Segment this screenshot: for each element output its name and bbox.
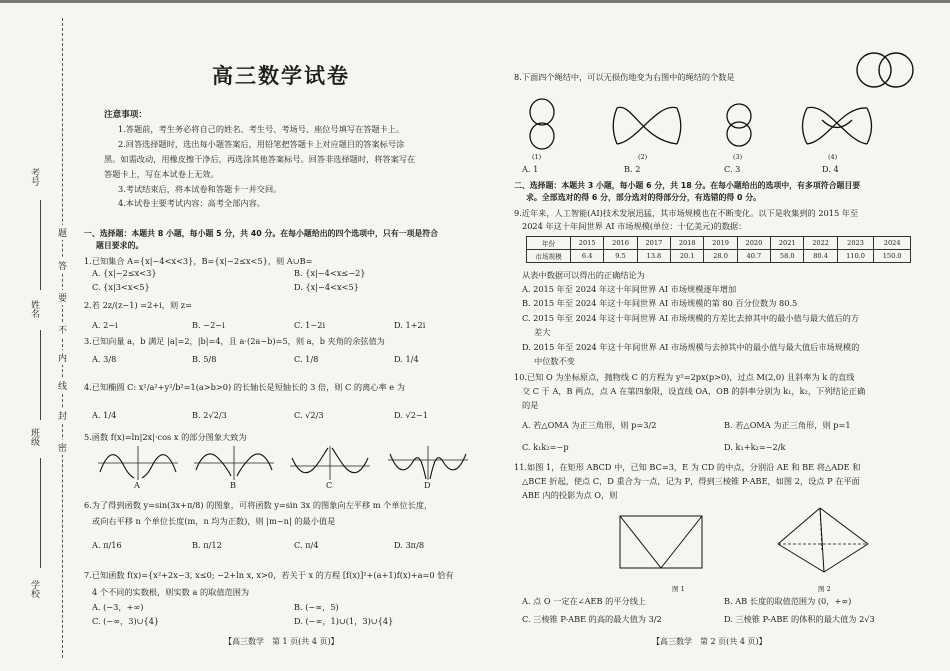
option-cont: 差大 [534, 327, 551, 337]
page-footer: 【高三数学 第 2 页(共 4 页)】 [652, 637, 767, 646]
notice-line: 3.考试结束后，将本试卷和答题卡一并交回。 [118, 184, 282, 194]
option: A. {x|−2≤x<3} [92, 268, 157, 278]
question-7-cont: 4 个不同的实数根，则实数 a 的取值范围为 [92, 587, 250, 597]
option: D. k₁+k₂=−2/k [724, 442, 786, 452]
ai-market-table [526, 236, 911, 263]
table-cell: 80.4 [804, 250, 837, 263]
option: C. π/4 [294, 540, 319, 550]
table-cell: 2024 [874, 237, 911, 250]
option: A. 点 O 一定在∠AEB 的平分线上 [522, 596, 647, 606]
graph-d [388, 446, 468, 480]
page-1 [82, 0, 507, 671]
seal-char: 答 [58, 258, 67, 273]
notice-line: 答题卡上，写在本试卷上无效。 [104, 169, 219, 179]
knot-1-figure [522, 96, 562, 152]
table-header-row [527, 237, 911, 250]
notice-line: 4.本试卷主要考试内容：高考全部内容。 [118, 198, 265, 208]
option: A. (−3，+∞) [92, 602, 144, 612]
knot-label: (3) [733, 153, 743, 161]
option: D. √2−1 [394, 410, 428, 420]
table-cell: 2015 [571, 237, 604, 250]
notice-heading: 注意事项： [104, 110, 147, 120]
page-footer: 【高三数学 第 1 页(共 4 页)】 [224, 637, 339, 646]
table-cell: 2018 [671, 237, 704, 250]
option: D. 1/4 [394, 354, 419, 364]
question-4: 4.已知椭圆 C: x²/a²+y²/b²=1(a>b>0) 的长轴长是短轴长的 3 倍，则 C 的离心率 e 为 [84, 382, 405, 392]
graph-a [98, 446, 178, 480]
margin-banji-label: 班级 [29, 428, 39, 446]
option: A. 若△OMA 为正三角形，则 p=3/2 [522, 420, 657, 430]
table-cell: 6.4 [571, 250, 604, 263]
graph-label: B [230, 480, 237, 490]
option: D. 3π/8 [394, 540, 425, 550]
option: A. 1/4 [92, 410, 117, 420]
kaohao-blank [40, 200, 41, 290]
figure-caption: 图 1 [672, 585, 685, 593]
option: C. 1/8 [294, 354, 319, 364]
knot-label: (4) [828, 153, 838, 161]
question-7: 7.已知函数 f(x)={x²+2x−3, x≤0; −2+ln x, x>0，若关于 x 的方程 [f(x)]²+(a+1)f(x)+a=0 恰有 [84, 570, 454, 580]
table-cell: 13.8 [637, 250, 670, 263]
exam-title: 高三数学试卷 [212, 64, 350, 88]
option: C. k₁k₂=−p [522, 442, 569, 452]
table-cell: 2019 [704, 237, 737, 250]
option: D. 三棱锥 P-ABE 的体积的最大值为 2√3 [724, 614, 875, 624]
option: B. AB 长度的取值范围为 (0，+∞) [724, 596, 852, 606]
question-10-cont: 交 C 于 A，B 两点，点 A 在第四象限，设直线 OA，OB 的斜率分别为 k₁，k₂，下列结论正确 [522, 386, 866, 396]
knot-4-figure [802, 100, 872, 150]
table-cell: 58.0 [771, 250, 804, 263]
option: D. {x|−4<x<5} [294, 282, 359, 292]
option: C. 3 [724, 164, 741, 174]
question-11-cont: ABE 内的投影为点 O，则 [522, 490, 618, 500]
option: A. 2−i [92, 320, 118, 330]
knot-3-figure [717, 98, 761, 154]
option: C. (−∞，3)∪{4} [92, 616, 160, 626]
option: C. √2/3 [294, 410, 324, 420]
table-row [527, 250, 911, 263]
graph-b [194, 446, 274, 480]
table-cell: 2022 [804, 237, 837, 250]
knot-label: (1) [532, 153, 542, 161]
graph-label: D [424, 480, 431, 490]
question-1: 1.已知集合 A={x|−4<x<3}，B={x|−2≤x<5}，则 A∪B= [84, 256, 313, 266]
target-knot-figure [852, 50, 922, 90]
margin-xingming-label: 姓名 [29, 300, 39, 318]
question-9-cont: 2024 年这十年间世界 AI 市场规模(单位：十亿美元)的数据： [522, 221, 747, 231]
table-cell: 110.0 [837, 250, 874, 263]
table-cell: 年份 [527, 237, 571, 250]
table-cell: 2021 [771, 237, 804, 250]
page-2 [512, 0, 932, 671]
table-cell: 150.0 [874, 250, 911, 263]
option: B. 若△OMA 为正三角形，则 p=1 [724, 420, 851, 430]
table-cell: 9.5 [604, 250, 637, 263]
seal-char: 不 [58, 322, 67, 337]
option: C. 2015 年至 2024 年这十年间世界 AI 市场规模的方差比去掉其中的最小值与最大值后的方 [522, 313, 860, 323]
question-11-cont: △BCE 折起，使点 C，D 重合为一点，记为 P，得到三棱锥 P-ABE，如图 2，设点 P 在平面 [522, 476, 860, 486]
table-cell: 40.7 [737, 250, 770, 263]
option: B. (−∞，5) [294, 602, 339, 612]
graph-c [290, 446, 370, 480]
table-cell: 2017 [637, 237, 670, 250]
option: D. 4 [822, 164, 839, 174]
question-6-cont: 或向右平移 n 个单位长度(m，n 均为正数)，则 |m−n| 的最小值是 [92, 516, 336, 526]
notice-line: 2.回答选择题时，选出每小题答案后，用铅笔把答题卡上对应题目的答案标号涂 [118, 139, 405, 149]
option: A. 1 [522, 164, 539, 174]
figure-caption: 图 2 [818, 585, 831, 593]
option: C. 三棱锥 P-ABE 的高的最大值为 3/2 [522, 614, 662, 624]
option: D. 2015 年至 2024 年这十年间世界 AI 市场规模与去掉其中的最小值与最大值后市场规模的 [522, 342, 860, 352]
question-11: 11.如图 1，在矩形 ABCD 中，已知 BC=3，E 为 CD 的中点，分别沿 AE 和 BE 将△ADE 和 [514, 462, 861, 472]
figure-1-rectangle [612, 512, 712, 582]
option: B. 2015 年至 2024 年这十年间世界 AI 市场规模的第 80 百分位数为 80.5 [522, 298, 798, 308]
margin-xuexiao-label: 学校 [29, 580, 39, 598]
question-9: 9.近年来，人工智能(AI)技术发展迅猛，其市场规模也在不断变化。以下是收集到的 2015 年至 [514, 208, 859, 218]
option: B. −2−i [192, 320, 225, 330]
table-cell: 2020 [737, 237, 770, 250]
notice-line: 1.答题前，考生务必将自己的姓名、考生号、考场号、座位号填写在答题卡上。 [118, 124, 405, 134]
question-8: 8.下面四个绳结中，可以无损伤地变为右图中的绳结的个数是 [514, 72, 735, 82]
table-cell: 2023 [837, 237, 874, 250]
seal-dashed-line [62, 18, 63, 658]
binding-margin [0, 0, 72, 671]
option: D. (−∞，1)∪(1，3)∪{4} [294, 616, 394, 626]
question-6: 6.为了得到函数 y=sin(3x+π/8) 的图象，可将函数 y=sin 3x 的图象向左平移 m 个单位长度， [84, 500, 433, 510]
option: C. 1−2i [294, 320, 326, 330]
option: A. π/16 [92, 540, 122, 550]
option: B. {x|−4<x≤−2} [294, 268, 366, 278]
seal-char: 题 [58, 225, 67, 240]
option: A. 2015 年至 2024 年这十年间世界 AI 市场规模逐年增加 [522, 284, 737, 294]
question-10: 10.已知 O 为坐标原点，抛物线 C 的方程为 y²=2px(p>0)，过点 M(2,0) 且斜率为 k 的直线 [514, 372, 855, 382]
xingming-blank [40, 330, 41, 420]
section-1-heading: 题目要求的。 [96, 241, 144, 250]
option: B. 2√2/3 [192, 410, 227, 420]
option: B. π/12 [192, 540, 222, 550]
table-cell: 2016 [604, 237, 637, 250]
question-3: 3.已知向量 a，b 满足 |a|=2，|b|=4，且 a·(2a−b)=5，则 a，b 夹角的余弦值为 [84, 336, 385, 346]
question-9-stem: 从表中数据可以得出的正确结论为 [522, 270, 645, 280]
figure-2-tetrahedron [770, 504, 880, 584]
table-cell: 20.1 [671, 250, 704, 263]
seal-char: 封 [58, 408, 67, 423]
seal-char: 线 [58, 378, 67, 393]
option: A. 3/8 [92, 354, 117, 364]
banji-blank [40, 458, 41, 568]
table-cell: 28.0 [704, 250, 737, 263]
margin-kaohao-label: 考号 [29, 168, 39, 186]
section-2-heading: 求。全部选对的得 6 分，部分选对的得部分分，有选错的得 0 分。 [526, 193, 762, 202]
graph-label: A [134, 480, 140, 490]
question-5: 5.函数 f(x)=ln|2x|·cos x 的部分图象大致为 [84, 432, 247, 442]
option-cont: 中位数不变 [534, 356, 575, 366]
section-1-heading: 一、选择题：本题共 8 小题，每小题 5 分，共 40 分。在每小题给出的四个选项中，只有一项是符合 [84, 229, 439, 238]
graph-label: C [326, 480, 333, 490]
knot-2-figure [612, 100, 682, 150]
option: C. {x|3<x<5} [92, 282, 150, 292]
option: B. 5/8 [192, 354, 217, 364]
notice-line: 黑。如需改动，用橡皮擦干净后，再选涂其他答案标号。回答非选择题时，将答案写在 [104, 154, 416, 164]
seal-char: 内 [58, 350, 67, 365]
option: B. 2 [624, 164, 641, 174]
option: D. 1+2i [394, 320, 426, 330]
question-10-cont: 的是 [522, 400, 539, 410]
table-cell: 市场规模 [527, 250, 571, 263]
seal-char: 密 [58, 440, 67, 455]
question-2: 2.若 2z/(z−1) =2+i，则 z= [84, 300, 192, 310]
seal-char: 要 [58, 290, 67, 305]
knot-label: (2) [638, 153, 648, 161]
section-2-heading: 二、选择题：本题共 3 小题，每小题 6 分，共 18 分。在每小题给出的选项中，有多项符合题目要 [514, 181, 861, 190]
